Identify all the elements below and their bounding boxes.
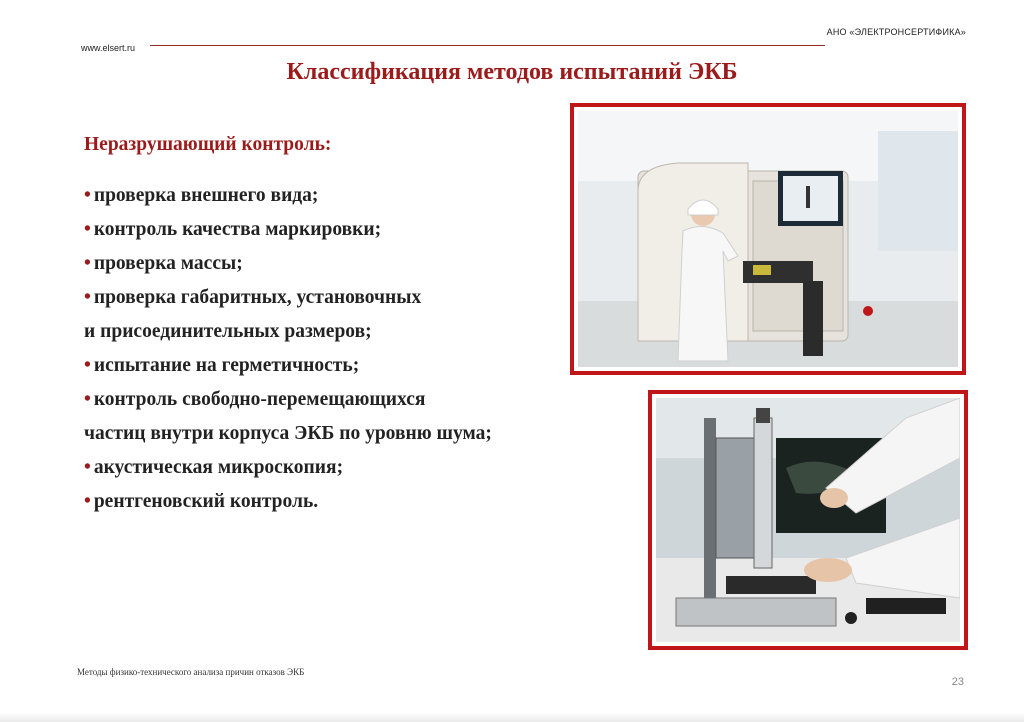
list-item-text: проверка внешнего вида; (93, 185, 319, 206)
list-item (84, 213, 654, 247)
bullet-glyph: • (84, 253, 91, 274)
microscope-illustration (656, 398, 960, 642)
bullet-glyph: • (84, 185, 91, 206)
list-item (84, 349, 654, 383)
list-heading: Неразрушающий контроль: (84, 134, 332, 155)
list-item-text: контроль свободно-перемещающихся (93, 389, 426, 410)
list-item-text: частиц внутри корпуса ЭКБ по уровню шума; (84, 423, 492, 444)
slide-title: Классификация методов испытаний ЭКБ (286, 59, 738, 85)
website-url: www.elsert.ru (81, 43, 136, 53)
list-item-text: контроль качества маркировки; (93, 219, 382, 240)
method-list (84, 128, 654, 519)
list-item-text: испытание на герметичность; (93, 355, 360, 376)
list-item (84, 247, 654, 281)
list-item (84, 383, 654, 417)
page-number: 23 (951, 676, 964, 688)
bullet-glyph: • (84, 287, 91, 308)
organization-name: АНО «ЭЛЕКТРОНСЕРТИФИКА» (826, 27, 966, 37)
list-item (84, 451, 654, 485)
footer-caption: Методы физико-технического анализа причин отказов ЭКБ (77, 667, 305, 677)
list-item (84, 281, 654, 315)
list-item-text: рентгеновский контроль. (93, 491, 319, 512)
list-item-continuation (84, 315, 654, 349)
list-item-text: и присоединительных размеров; (84, 321, 372, 342)
list-item-text: проверка массы; (93, 253, 243, 274)
bullet-glyph: • (84, 491, 91, 512)
bullet-glyph: • (84, 457, 91, 478)
xray-lab-illustration (578, 111, 958, 367)
list-item-text: акустическая микроскопия; (93, 457, 344, 478)
footer-shadow (0, 712, 1024, 722)
microscope-photo (648, 390, 968, 650)
list-item-continuation (84, 417, 654, 451)
list-item (84, 485, 654, 519)
list-item (84, 179, 654, 213)
header-divider (150, 45, 825, 46)
xray-lab-photo (570, 103, 966, 375)
bullet-glyph: • (84, 355, 91, 376)
bullet-glyph: • (84, 219, 91, 240)
list-item-text: проверка габаритных, установочных (93, 287, 422, 308)
bullet-glyph: • (84, 389, 91, 410)
